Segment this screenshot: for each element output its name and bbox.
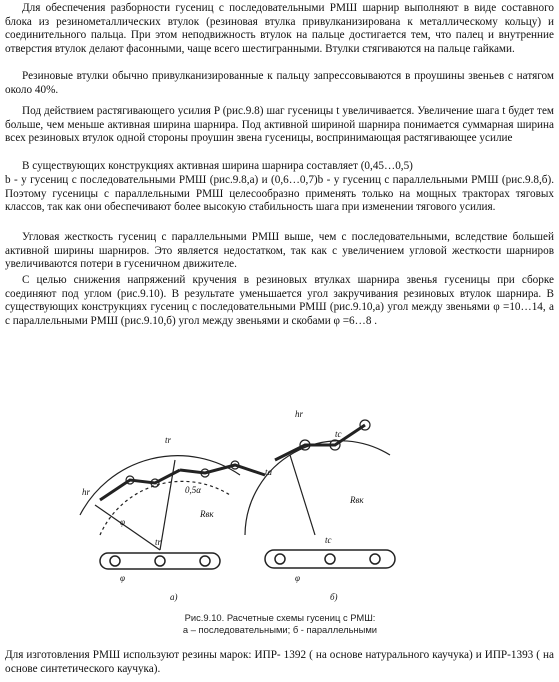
- label-rvk-right: Rвк: [350, 495, 364, 505]
- label-tr-left: tr: [165, 435, 172, 445]
- label-a05: 0,5α: [185, 485, 201, 495]
- label-tr-bottom: tr: [155, 537, 162, 547]
- paragraph-2: Резиновые втулки обычно привулканизированные к пальцу запрессовываются в проушины звеньев с натягом около 40%.: [5, 70, 554, 96]
- left-arc: [80, 456, 240, 515]
- paragraph-4: В существующих конструкциях активная ширина шарнира составляет (0,45…0,5): [22, 160, 413, 172]
- figure-caption-line-2: а – последовательными; б - параллельными: [182, 624, 378, 635]
- subfigure-a-label: а): [170, 592, 178, 602]
- label-tc-bottom: tc: [325, 535, 332, 545]
- paragraph-5: b - у гусениц с последовательными РМШ (рис.9.8,а) и (0,6…0,7)b - у гусениц с параллельными РМШ (рис.9.8,б). Поэтому гусеницы с параллельными РМШ целесообразно применять только на мощных тракторах тяговых классов, так как они обеспечивают более высокую стабильность шага при изменении тягового усилия.: [5, 174, 554, 214]
- left-radius-line: [95, 505, 160, 550]
- right-arc: [245, 441, 390, 535]
- label-hr-right: hr: [295, 409, 304, 419]
- right-radius-line: [290, 455, 315, 535]
- paragraph-7: С целью снижения напряжений кручения в резиновых втулках шарнира звенья гусеницы при сборке соединяют под углом (рис.9.10). В результате уменьшается угол закручивания резиновых втулок шарнира. В существующих конструкциях гусениц с последовательными РМШ (рис.9.10,а) угол между звеньями φ =10…14, а с параллельными РМШ (рис.9.10,б) угол между звеньями и скобами φ =6…8 .: [5, 274, 554, 327]
- left-link-chain: [100, 470, 180, 500]
- label-phi-left: φ: [120, 517, 125, 527]
- figure-caption-line-1: Рис.9.10. Расчетные схемы гусениц с РМШ:: [184, 612, 376, 623]
- bottom-paragraph: Для изготовления РМШ используют резины марок: ИПР- 1392 ( на основе натурального каучука) и ИПР-1393 ( на основе синтетического каучука).: [5, 649, 554, 675]
- label-hr-left: hr: [82, 487, 91, 497]
- paragraph-1: Для обеспечения разборности гусениц с последовательными РМШ шарнир выполняют в виде составного блока из резинометаллических втулок (резиновая втулка привулканизирована к металлическому кольцу) и соединительного пальца. При этом неподвижность втулок на пальце достигается тем, что палец и внутренние отверстия втулок делают фасонными, чаще всего шестигранными. Втулки стягиваются на пальце гайками.: [5, 2, 554, 55]
- track-diagram-figure: [60, 385, 420, 605]
- paragraph-6: Угловая жесткость гусениц с параллельными РМШ выше, чем с последовательными, вследствие большей активной ширины шарниров. Это является недостатком, так как с увеличением угловой жесткости шарниров увеличиваются потери в гусеничном движителе.: [5, 231, 554, 271]
- label-phi-bottom-right: φ: [295, 573, 300, 583]
- label-rvk-left: Rвк: [200, 509, 214, 519]
- subfigure-b-label: б): [330, 592, 338, 602]
- label-ta: ta: [265, 467, 273, 477]
- track-schemes-drawing: [60, 385, 420, 605]
- paragraph-3: Под действием растягивающего усилия P (рис.9.8) шаг гусеницы t увеличивается. Увеличение шага t будет тем больше, чем меньше активная ширина шарнира. Под активной шириной шарнира понимается суммарная ширина всех резиновых втулок одной стороны проушин звена гусеницы, воспринимающая растягивающее усилие: [5, 105, 554, 145]
- label-tc-right: tc: [335, 429, 342, 439]
- label-phi-bottom: φ: [120, 573, 125, 583]
